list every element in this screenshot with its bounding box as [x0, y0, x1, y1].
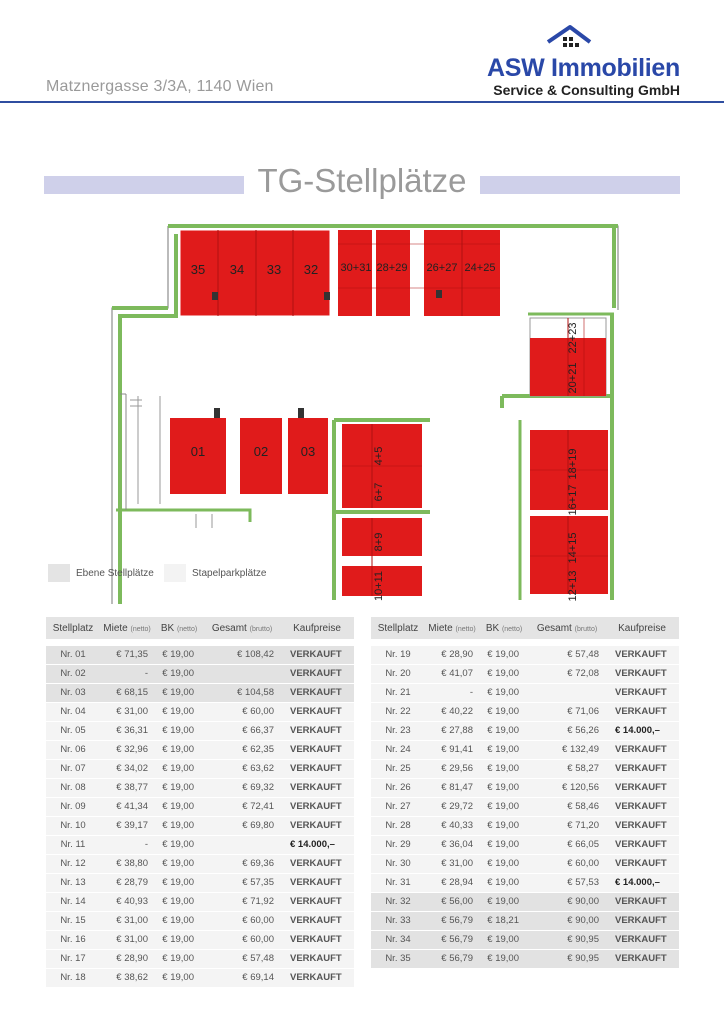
cell-kaufpreis: VERKAUFT: [605, 949, 679, 968]
cell-miete: € 38,80: [100, 854, 154, 873]
cell-miete: -: [425, 683, 479, 702]
cell-kaufpreis: VERKAUFT: [605, 911, 679, 930]
space-35: 35: [190, 262, 206, 277]
cell-kaufpreis: VERKAUFT: [605, 778, 679, 797]
cell-stellplatz: Nr. 06: [46, 740, 100, 759]
cell-stellplatz: Nr. 08: [46, 778, 100, 797]
table-row: [46, 645, 354, 664]
space-02: 02: [253, 444, 269, 459]
space-8-9: 8+9: [373, 532, 385, 552]
cell-gesamt: € 71,20: [529, 816, 605, 835]
cell-stellplatz: Nr. 19: [371, 645, 425, 664]
cell-bk: € 19,00: [154, 778, 204, 797]
cell-stellplatz: Nr. 01: [46, 645, 100, 664]
table-row: [46, 949, 354, 968]
table-row: [46, 892, 354, 911]
cell-miete: € 40,93: [100, 892, 154, 911]
property-address: Matznergasse 3/3A, 1140 Wien: [46, 78, 274, 95]
cell-bk: € 19,00: [479, 759, 529, 778]
cell-kaufpreis: VERKAUFT: [605, 797, 679, 816]
cell-gesamt: € 90,95: [529, 930, 605, 949]
table-row: [46, 721, 354, 740]
cell-bk: € 19,00: [154, 835, 204, 854]
cell-kaufpreis: VERKAUFT: [280, 645, 354, 664]
legend-stacked-label: Stapelparkplätze: [192, 567, 267, 579]
cell-miete: € 81,47: [425, 778, 479, 797]
table-row: [46, 702, 354, 721]
cell-bk: € 19,00: [154, 702, 204, 721]
cell-bk: € 19,00: [154, 740, 204, 759]
cell-stellplatz: Nr. 21: [371, 683, 425, 702]
company-name: ASW Immobilien: [486, 54, 680, 82]
cell-stellplatz: Nr. 04: [46, 702, 100, 721]
cell-bk: € 19,00: [154, 854, 204, 873]
cell-gesamt: € 66,05: [529, 835, 605, 854]
col-kaufpreise: Kaufpreise: [280, 617, 354, 639]
cell-gesamt: € 120,56: [529, 778, 605, 797]
col-miete: Miete (netto): [425, 617, 479, 639]
cell-kaufpreis: VERKAUFT: [280, 797, 354, 816]
cell-gesamt: € 132,49: [529, 740, 605, 759]
cell-kaufpreis: VERKAUFT: [605, 664, 679, 683]
cell-stellplatz: Nr. 31: [371, 873, 425, 892]
cell-bk: € 19,00: [479, 797, 529, 816]
cell-miete: € 29,56: [425, 759, 479, 778]
cell-kaufpreis: VERKAUFT: [280, 721, 354, 740]
col-stellplatz: Stellplatz: [371, 617, 425, 639]
cell-gesamt: € 108,42: [204, 645, 280, 664]
space-16-17: 16+17: [567, 484, 579, 516]
cell-stellplatz: Nr. 07: [46, 759, 100, 778]
cell-stellplatz: Nr. 16: [46, 930, 100, 949]
space-01: 01: [190, 444, 206, 459]
cell-bk: € 19,00: [479, 702, 529, 721]
cell-miete: € 31,00: [100, 702, 154, 721]
cell-bk: € 19,00: [154, 664, 204, 683]
cell-bk: € 19,00: [154, 645, 204, 664]
cell-kaufpreis: VERKAUFT: [280, 968, 354, 987]
cell-miete: € 38,62: [100, 968, 154, 987]
space-28-29: 28+29: [376, 262, 408, 274]
cell-bk: € 19,00: [479, 949, 529, 968]
cell-bk: € 19,00: [479, 740, 529, 759]
col-gesamt: Gesamt (brutto): [529, 617, 605, 639]
space-4-5: 4+5: [373, 446, 385, 466]
cell-bk: € 19,00: [154, 797, 204, 816]
cell-gesamt: € 58,46: [529, 797, 605, 816]
table-row: [371, 740, 679, 759]
cell-kaufpreis: VERKAUFT: [280, 892, 354, 911]
cell-kaufpreis: VERKAUFT: [605, 759, 679, 778]
table-row: [371, 778, 679, 797]
cell-stellplatz: Nr. 34: [371, 930, 425, 949]
table-row: [371, 797, 679, 816]
cell-kaufpreis: VERKAUFT: [280, 683, 354, 702]
table-row: [371, 683, 679, 702]
cell-miete: € 34,02: [100, 759, 154, 778]
cell-miete: € 56,00: [425, 892, 479, 911]
cell-kaufpreis: VERKAUFT: [280, 778, 354, 797]
space-33: 33: [266, 262, 282, 277]
table-row: [371, 911, 679, 930]
col-miete: Miete (netto): [100, 617, 154, 639]
cell-kaufpreis: VERKAUFT: [280, 664, 354, 683]
cell-stellplatz: Nr. 18: [46, 968, 100, 987]
cell-kaufpreis: VERKAUFT: [605, 854, 679, 873]
cell-bk: € 19,00: [154, 911, 204, 930]
cell-miete: € 38,77: [100, 778, 154, 797]
cell-miete: € 56,79: [425, 949, 479, 968]
cell-stellplatz: Nr. 05: [46, 721, 100, 740]
col-bk: BK (netto): [479, 617, 529, 639]
cell-bk: € 19,00: [154, 892, 204, 911]
table-header-row: [371, 617, 679, 639]
cell-miete: € 31,00: [100, 911, 154, 930]
table-row: [371, 892, 679, 911]
cell-stellplatz: Nr. 30: [371, 854, 425, 873]
cell-gesamt: € 104,58: [204, 683, 280, 702]
table-row: [46, 740, 354, 759]
table-row: [371, 664, 679, 683]
table-row: [371, 949, 679, 968]
cell-miete: € 32,96: [100, 740, 154, 759]
space-26-27: 26+27: [426, 262, 458, 274]
cell-bk: € 19,00: [154, 683, 204, 702]
cell-bk: € 19,00: [154, 968, 204, 987]
space-10-11: 10+11: [373, 570, 385, 602]
table-row: [371, 816, 679, 835]
cell-stellplatz: Nr. 27: [371, 797, 425, 816]
legend-level-label: Ebene Stellplätze: [76, 567, 154, 579]
cell-gesamt: € 71,06: [529, 702, 605, 721]
legend-level-swatch: [48, 564, 70, 582]
cell-bk: € 19,00: [154, 759, 204, 778]
space-14-15: 14+15: [567, 532, 579, 564]
table-row: [46, 759, 354, 778]
cell-stellplatz: Nr. 28: [371, 816, 425, 835]
cell-stellplatz: Nr. 03: [46, 683, 100, 702]
title-bar-left: [44, 176, 244, 194]
table-row: [46, 930, 354, 949]
cell-miete: € 41,07: [425, 664, 479, 683]
cell-bk: € 19,00: [154, 873, 204, 892]
cell-miete: € 36,04: [425, 835, 479, 854]
cell-gesamt: € 57,48: [529, 645, 605, 664]
cell-miete: -: [100, 835, 154, 854]
cell-kaufpreis: VERKAUFT: [280, 930, 354, 949]
cell-bk: € 18,21: [479, 911, 529, 930]
cell-gesamt: € 60,00: [529, 854, 605, 873]
legend-level: [48, 563, 154, 583]
cell-stellplatz: Nr. 15: [46, 911, 100, 930]
cell-kaufpreis: VERKAUFT: [280, 702, 354, 721]
cell-stellplatz: Nr. 17: [46, 949, 100, 968]
table-row: [371, 835, 679, 854]
cell-stellplatz: Nr. 22: [371, 702, 425, 721]
cell-bk: € 19,00: [479, 816, 529, 835]
company-logo: [470, 24, 680, 98]
table-row: [46, 835, 354, 854]
cell-miete: € 68,15: [100, 683, 154, 702]
cell-gesamt: € 56,26: [529, 721, 605, 740]
table-row: [371, 702, 679, 721]
cell-kaufpreis: VERKAUFT: [605, 702, 679, 721]
cell-gesamt: € 90,00: [529, 892, 605, 911]
cell-stellplatz: Nr. 13: [46, 873, 100, 892]
cell-miete: € 28,90: [100, 949, 154, 968]
table-row: [46, 797, 354, 816]
cell-gesamt: € 60,00: [204, 702, 280, 721]
cell-stellplatz: Nr. 33: [371, 911, 425, 930]
cell-bk: € 19,00: [154, 930, 204, 949]
cell-kaufpreis: VERKAUFT: [605, 683, 679, 702]
cell-stellplatz: Nr. 12: [46, 854, 100, 873]
cell-kaufpreis: VERKAUFT: [605, 892, 679, 911]
cell-gesamt: € 58,27: [529, 759, 605, 778]
cell-bk: € 19,00: [479, 873, 529, 892]
cell-kaufpreis: VERKAUFT: [605, 645, 679, 664]
title-bar-right: [480, 176, 680, 194]
space-03: 03: [300, 444, 316, 459]
space-6-7: 6+7: [373, 482, 385, 502]
cell-bk: € 19,00: [154, 816, 204, 835]
cell-bk: € 19,00: [479, 778, 529, 797]
cell-kaufpreis: VERKAUFT: [280, 816, 354, 835]
cell-kaufpreis: VERKAUFT: [280, 854, 354, 873]
table-row: [46, 911, 354, 930]
company-subtitle: Service & Consulting GmbH: [493, 82, 680, 98]
cell-gesamt: [204, 664, 280, 683]
cell-bk: € 19,00: [479, 854, 529, 873]
col-bk: BK (netto): [154, 617, 204, 639]
cell-kaufpreis: € 14.000,–: [605, 721, 679, 740]
table-row: [46, 854, 354, 873]
house-roof-icon: [546, 24, 592, 52]
cell-gesamt: € 62,35: [204, 740, 280, 759]
cell-stellplatz: Nr. 29: [371, 835, 425, 854]
cell-kaufpreis: € 14.000,–: [280, 835, 354, 854]
table-row: [371, 873, 679, 892]
table-header-row: [46, 617, 354, 639]
cell-stellplatz: Nr. 11: [46, 835, 100, 854]
cell-miete: € 39,17: [100, 816, 154, 835]
cell-gesamt: € 60,00: [204, 930, 280, 949]
cell-kaufpreis: VERKAUFT: [280, 740, 354, 759]
cell-gesamt: € 90,95: [529, 949, 605, 968]
cell-gesamt: [204, 835, 280, 854]
cell-bk: € 19,00: [154, 949, 204, 968]
cell-miete: € 31,00: [100, 930, 154, 949]
table-row: [371, 930, 679, 949]
cell-gesamt: € 69,36: [204, 854, 280, 873]
cell-bk: € 19,00: [154, 721, 204, 740]
cell-miete: € 41,34: [100, 797, 154, 816]
cell-miete: € 31,00: [425, 854, 479, 873]
cell-miete: € 56,79: [425, 930, 479, 949]
table-row: [371, 645, 679, 664]
space-30-31: 30+31: [340, 262, 372, 274]
cell-kaufpreis: VERKAUFT: [280, 949, 354, 968]
cell-stellplatz: Nr. 23: [371, 721, 425, 740]
cell-bk: € 19,00: [479, 835, 529, 854]
cell-kaufpreis: VERKAUFT: [605, 930, 679, 949]
cell-gesamt: € 57,53: [529, 873, 605, 892]
table-row: [371, 759, 679, 778]
cell-gesamt: € 66,37: [204, 721, 280, 740]
cell-gesamt: € 69,32: [204, 778, 280, 797]
legend-stacked: [164, 563, 267, 583]
col-gesamt: Gesamt (brutto): [204, 617, 280, 639]
table-row: [46, 968, 354, 987]
cell-bk: € 19,00: [479, 721, 529, 740]
cell-miete: € 28,94: [425, 873, 479, 892]
cell-miete: € 29,72: [425, 797, 479, 816]
cell-stellplatz: Nr. 09: [46, 797, 100, 816]
price-table-left: [46, 617, 354, 988]
cell-kaufpreis: € 14.000,–: [605, 873, 679, 892]
cell-gesamt: € 57,35: [204, 873, 280, 892]
cell-gesamt: € 72,08: [529, 664, 605, 683]
cell-miete: € 71,35: [100, 645, 154, 664]
space-34: 34: [229, 262, 245, 277]
cell-gesamt: € 60,00: [204, 911, 280, 930]
cell-miete: -: [100, 664, 154, 683]
header-divider: [0, 101, 724, 103]
cell-miete: € 28,90: [425, 645, 479, 664]
space-32: 32: [303, 262, 319, 277]
table-row: [46, 816, 354, 835]
cell-stellplatz: Nr. 20: [371, 664, 425, 683]
cell-gesamt: € 69,80: [204, 816, 280, 835]
cell-kaufpreis: VERKAUFT: [605, 740, 679, 759]
cell-stellplatz: Nr. 14: [46, 892, 100, 911]
cell-gesamt: € 71,92: [204, 892, 280, 911]
table-row: [371, 854, 679, 873]
cell-stellplatz: Nr. 35: [371, 949, 425, 968]
cell-miete: € 91,41: [425, 740, 479, 759]
cell-stellplatz: Nr. 24: [371, 740, 425, 759]
space-20-21: 20+21: [567, 362, 579, 394]
space-12-13: 12+13: [567, 570, 579, 602]
cell-bk: € 19,00: [479, 892, 529, 911]
cell-kaufpreis: VERKAUFT: [280, 759, 354, 778]
cell-miete: € 40,33: [425, 816, 479, 835]
cell-kaufpreis: VERKAUFT: [605, 816, 679, 835]
cell-bk: € 19,00: [479, 645, 529, 664]
space-18-19: 18+19: [567, 448, 579, 480]
cell-kaufpreis: VERKAUFT: [280, 911, 354, 930]
legend-stacked-swatch: [164, 564, 186, 582]
cell-kaufpreis: VERKAUFT: [280, 873, 354, 892]
cell-miete: € 40,22: [425, 702, 479, 721]
cell-bk: € 19,00: [479, 930, 529, 949]
space-24-25: 24+25: [464, 262, 496, 274]
table-row: [46, 683, 354, 702]
page-title: TG-Stellplätze: [257, 162, 467, 199]
cell-gesamt: € 90,00: [529, 911, 605, 930]
cell-miete: € 36,31: [100, 721, 154, 740]
table-row: [46, 778, 354, 797]
garage-floor-plan: [0, 210, 724, 610]
cell-stellplatz: Nr. 32: [371, 892, 425, 911]
cell-stellplatz: Nr. 25: [371, 759, 425, 778]
cell-stellplatz: Nr. 10: [46, 816, 100, 835]
cell-miete: € 28,79: [100, 873, 154, 892]
cell-miete: € 27,88: [425, 721, 479, 740]
table-row: [371, 721, 679, 740]
table-row: [46, 664, 354, 683]
cell-bk: € 19,00: [479, 683, 529, 702]
col-stellplatz: Stellplatz: [46, 617, 100, 639]
cell-stellplatz: Nr. 02: [46, 664, 100, 683]
space-22-23: 22+23: [567, 322, 579, 354]
cell-bk: € 19,00: [479, 664, 529, 683]
col-kaufpreise: Kaufpreise: [605, 617, 679, 639]
cell-stellplatz: Nr. 26: [371, 778, 425, 797]
cell-gesamt: € 63,62: [204, 759, 280, 778]
cell-kaufpreis: VERKAUFT: [605, 835, 679, 854]
cell-gesamt: € 72,41: [204, 797, 280, 816]
cell-gesamt: € 57,48: [204, 949, 280, 968]
cell-gesamt: [529, 683, 605, 702]
price-table-right: [371, 617, 679, 969]
table-row: [46, 873, 354, 892]
cell-miete: € 56,79: [425, 911, 479, 930]
cell-gesamt: € 69,14: [204, 968, 280, 987]
